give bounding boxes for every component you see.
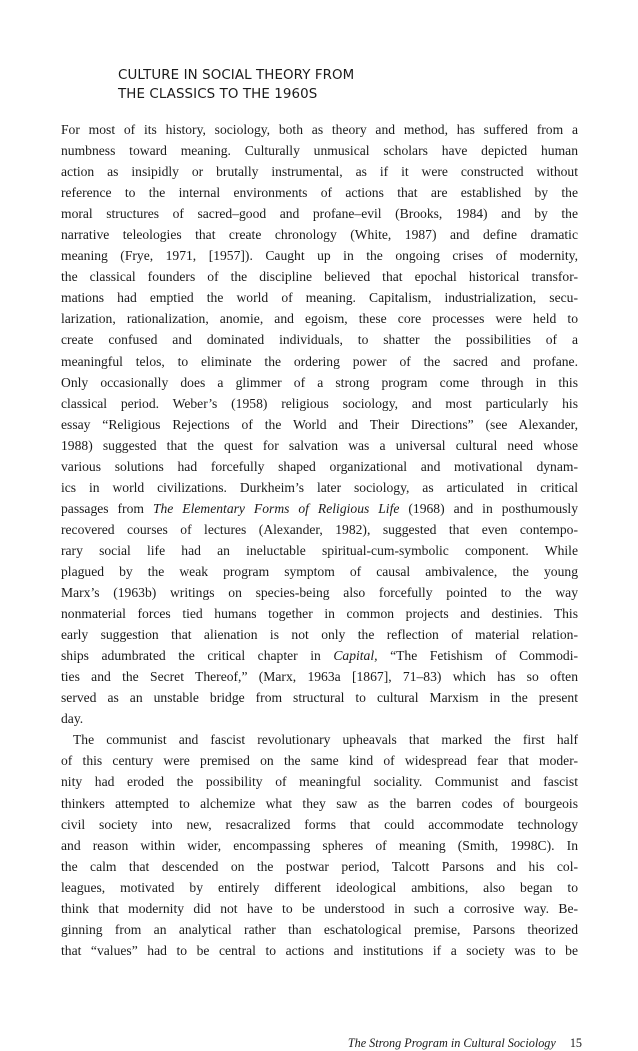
text-line: Only occasionally does a glimmer of a strong program come through in this — [61, 374, 578, 390]
text-line: thinkers attempted to alchemize what they saw as the barren codes of bourgeois — [61, 795, 578, 811]
text-line: narrative teleologies that create chronology (White, 1987) and define dramatic — [61, 227, 578, 243]
text-line: plagued by the weak program symptom of causal ambivalence, the young — [61, 563, 578, 579]
section-heading — [118, 66, 538, 104]
text-fragment: “The Fetishism of Commodi- — [377, 648, 579, 664]
text-fragment: (1968) and in posthumously — [399, 500, 579, 516]
text-line: ties and the Secret Thereof,” (Marx, 1963a [1867], 71–83) which has so often — [61, 669, 578, 685]
text-line: served as an unstable bridge from structural to cultural Marxism in the present — [61, 690, 578, 706]
text-line: leagues, motivated by entirely different ideological ambitions, also began to — [61, 879, 578, 895]
paragraph-first-line: The communist and fascist revolutionary upheavals that marked the first half — [73, 732, 578, 748]
text-line: think that modernity did not have to be understood in such a corrosive way. Be- — [61, 900, 578, 916]
italic-book-title: Capital, — [333, 648, 378, 664]
text-line: Marx’s (1963b) writings on species-being also forcefully pointed to the way — [61, 585, 578, 601]
text-line: moral structures of sacred–good and profane–evil (Brooks, 1984) and by the — [61, 206, 578, 222]
text-line: meaningful telos, to eliminate the ordering power of the sacred and profane. — [61, 353, 578, 369]
text-line: that “values” had to be central to actions and institutions if a society was to be — [61, 942, 578, 958]
text-line: civil society into new, resacralized forms that could accommodate technology — [61, 816, 578, 832]
page-footer — [348, 1036, 582, 1050]
text-line: recovered courses of lectures (Alexander, 1982), suggested that even contempo- — [61, 521, 578, 537]
text-line: rary social life had an ineluctable spiritual-cum-symbolic component. While — [61, 542, 578, 558]
text-line: the calm that descended on the postwar period, Talcott Parsons and his col- — [61, 858, 578, 874]
paragraph-last-line: day. — [61, 711, 84, 727]
text-line: For most of its history, sociology, both as theory and method, has suffered from a — [61, 122, 578, 137]
text-line: and reason within wider, encompassing spheres of meaning (Smith, 1998C). In — [61, 837, 578, 853]
section-heading-line-1: CULTURE IN SOCIAL THEORY FROM — [118, 68, 355, 83]
text-line-with-italic-title — [61, 498, 578, 519]
running-title: The Strong Program in Cultural Sociology — [347, 1036, 556, 1050]
text-line: ics in world civilizations. Durkheim’s later sociology, as articulated in critical — [61, 479, 578, 495]
body-text — [61, 119, 578, 961]
text-line: meaning (Frye, 1971, [1957]). Caught up in the ongoing crises of modernity, — [61, 248, 578, 264]
text-line: the classical founders of the discipline believed that epochal historical transfor- — [61, 269, 578, 285]
text-line: ginning from an analytical rather than eschatological premise, Parsons theorized — [61, 921, 578, 937]
text-line: classical period. Weber’s (1958) religious sociology, and most particularly his — [61, 395, 578, 411]
section-heading-line-2: THE CLASSICS TO THE 1960S — [118, 87, 318, 102]
text-line: create confused and dominated individuals, to shatter the possibilities of a — [61, 332, 578, 348]
text-line: various solutions had forcefully shaped organizational and motivational dynam- — [61, 458, 578, 474]
text-line: nity had eroded the possibility of meaningful sociality. Communist and fascist — [61, 774, 578, 790]
text-line: mations had emptied the world of meaning. Capitalism, industrialization, secu- — [61, 290, 578, 306]
text-line: action as insipidly or brutally instrumental, as if it were constructed without — [61, 164, 578, 180]
text-line: of this century were premised on the same kind of widespread fear that moder- — [61, 753, 578, 769]
text-line: essay “Religious Rejections of the World and Their Directions” (see Alexander, — [61, 416, 578, 432]
page-number: 15 — [569, 1036, 582, 1050]
text-fragment: ships adumbrated the critical chapter in — [61, 648, 334, 664]
text-line: early suggestion that alienation is not only the reflection of material relation- — [61, 627, 578, 643]
text-line: 1988) suggested that the quest for salvation was a universal cultural need whose — [61, 437, 578, 453]
text-line: nonmaterial forces tied humans together in common projects and destinies. This — [61, 606, 578, 622]
text-fragment: passages from — [61, 500, 153, 516]
text-line-with-italic-title — [61, 645, 578, 666]
italic-book-title: The Elementary Forms of Religious Life — [152, 500, 400, 516]
text-line: larization, rationalization, anomie, and egoism, these core processes were held to — [61, 311, 578, 327]
text-line: numbness toward meaning. Culturally unmusical scholars have depicted human — [61, 143, 578, 159]
text-line: reference to the internal environments of actions that are established by the — [61, 185, 578, 201]
